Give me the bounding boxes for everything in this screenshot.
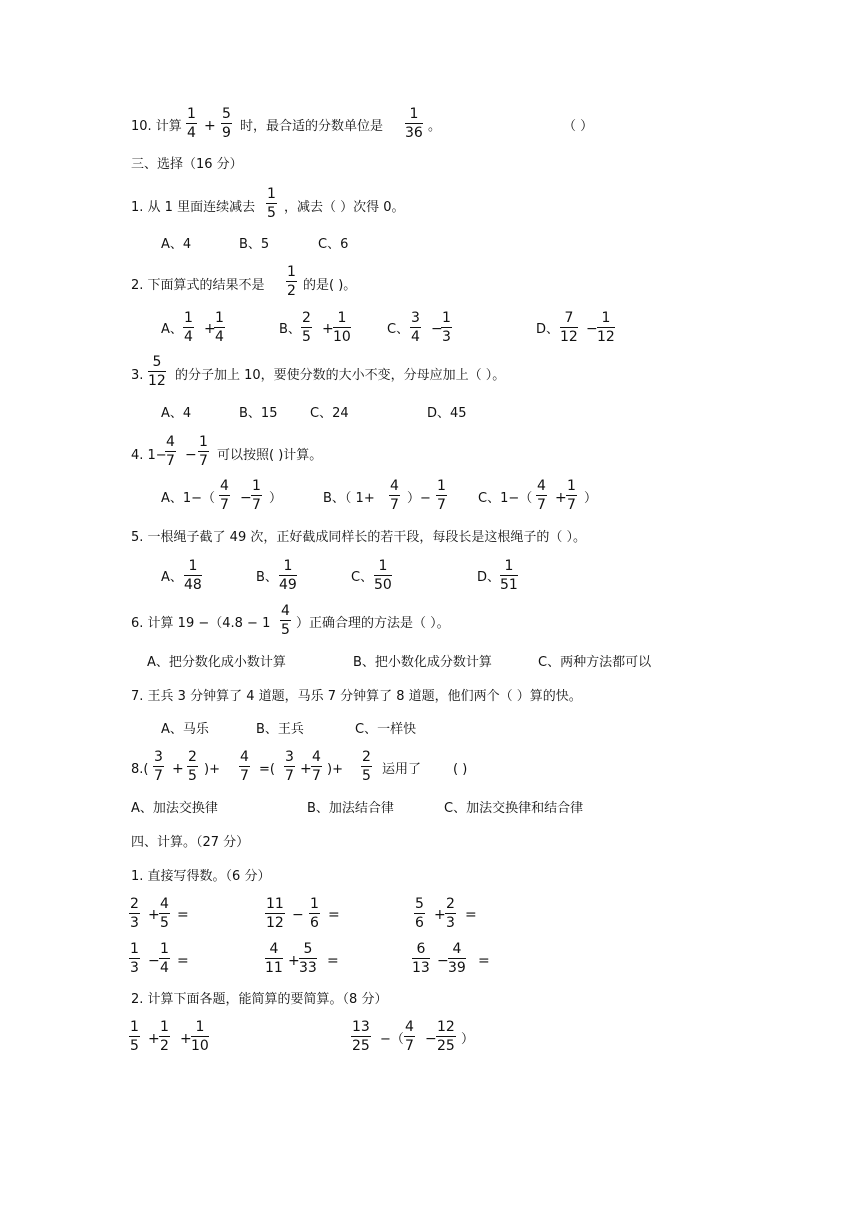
option-c: C、两种方法都可以 (538, 655, 652, 670)
fraction: 1 48 (184, 558, 202, 593)
option-b: B、 (256, 570, 278, 585)
fraction: 12 25 (437, 1019, 455, 1054)
fraction: 1 4 (160, 941, 169, 976)
option-b: B、（ 1+ (323, 491, 375, 506)
fraction: 1 50 (374, 558, 392, 593)
fraction: 4 7 (405, 1019, 414, 1054)
fraction: 4 39 (448, 941, 466, 976)
option-c: C、 (351, 570, 374, 585)
fraction: 1 12 (597, 310, 615, 345)
fraction: 6 13 (412, 941, 430, 976)
fraction: 2 5 (302, 310, 311, 345)
fraction: 4 7 (166, 434, 175, 469)
option-a: A、把分数化成小数计算 (147, 655, 286, 670)
fraction: 1 3 (442, 310, 451, 345)
option-c: C、6 (318, 237, 349, 252)
fraction: 1 7 (567, 478, 576, 513)
answer-blank: （ ） (563, 119, 594, 134)
fraction: 4 5 (281, 603, 290, 638)
fraction: 13 25 (352, 1019, 370, 1054)
fraction: 1 7 (437, 478, 446, 513)
option-c: C、24 (310, 406, 349, 421)
q10-prefix: 10. 计算 (131, 119, 182, 134)
fraction: 1 51 (500, 558, 518, 593)
option-b: B、加法结合律 (307, 801, 394, 816)
option-c: C、1−（ (478, 491, 533, 506)
option-b: B、 (279, 322, 301, 337)
fraction: 1 5 (267, 186, 276, 221)
answer-blank: ( ) (453, 762, 468, 777)
fraction: 3 7 (285, 749, 294, 784)
fraction: 1 2 (287, 264, 296, 299)
fraction: 4 7 (390, 478, 399, 513)
option-a: A、 (161, 322, 183, 337)
part-2-title: 2. 计算下面各题，能简算的要简算。（8 分） (131, 992, 388, 1007)
section-4-title: 四、计算。（27 分） (131, 835, 250, 850)
fraction: 1 10 (333, 310, 351, 345)
option-b: B、5 (239, 237, 270, 252)
fraction: 3 4 (411, 310, 420, 345)
option-a: A、 (161, 570, 183, 585)
option-c: C、一样快 (355, 722, 417, 737)
fraction: 5 9 (222, 106, 231, 141)
fraction: 2 3 (446, 896, 455, 931)
option-d: D、 (477, 570, 501, 585)
fraction: 1 7 (199, 434, 208, 469)
option-a: A、加法交换律 (131, 801, 218, 816)
fraction: 2 5 (188, 749, 197, 784)
fraction: 1 3 (130, 941, 139, 976)
fraction: 1 6 (310, 896, 319, 931)
fraction: 4 11 (265, 941, 283, 976)
fraction: 1 49 (279, 558, 297, 593)
fraction: 2 3 (130, 896, 139, 931)
option-a: A、4 (161, 406, 192, 421)
option-b: B、把小数化成分数计算 (353, 655, 492, 670)
fraction: 7 12 (560, 310, 578, 345)
q10-middle: 时，最合适的分数单位是 (240, 119, 384, 134)
fraction: 2 5 (362, 749, 371, 784)
fraction: 4 5 (160, 896, 169, 931)
option-b: B、王兵 (256, 722, 304, 737)
fraction: 1 4 (184, 310, 193, 345)
option-d: D、45 (427, 406, 467, 421)
fraction: 5 33 (299, 941, 317, 976)
fraction: 4 7 (312, 749, 321, 784)
fraction: 5 12 (148, 354, 166, 389)
fraction: 1 4 (215, 310, 224, 345)
option-b: B、15 (239, 406, 278, 421)
fraction: 1 10 (191, 1019, 209, 1054)
fraction: 4 7 (537, 478, 546, 513)
fraction: 1 7 (252, 478, 261, 513)
fraction: 1 5 (130, 1019, 139, 1054)
option-a: A、4 (161, 237, 192, 252)
fraction: 4 7 (240, 749, 249, 784)
option-a: A、马乐 (161, 722, 209, 737)
fraction: 11 12 (266, 896, 284, 931)
option-a: A、1−（ (161, 491, 216, 506)
fraction: 1 36 (405, 106, 423, 141)
fraction: 1 4 (187, 106, 196, 141)
fraction: 5 6 (415, 896, 424, 931)
part-1-title: 1. 直接写得数。（6 分） (131, 869, 271, 884)
section-3-title: 三、选择（16 分） (131, 157, 243, 172)
option-d: D、 (536, 322, 560, 337)
fraction: 3 7 (154, 749, 163, 784)
option-c: C、 (387, 322, 410, 337)
fraction: 4 7 (220, 478, 229, 513)
option-c: C、加法交换律和结合律 (444, 801, 584, 816)
fraction: 1 2 (160, 1019, 169, 1054)
